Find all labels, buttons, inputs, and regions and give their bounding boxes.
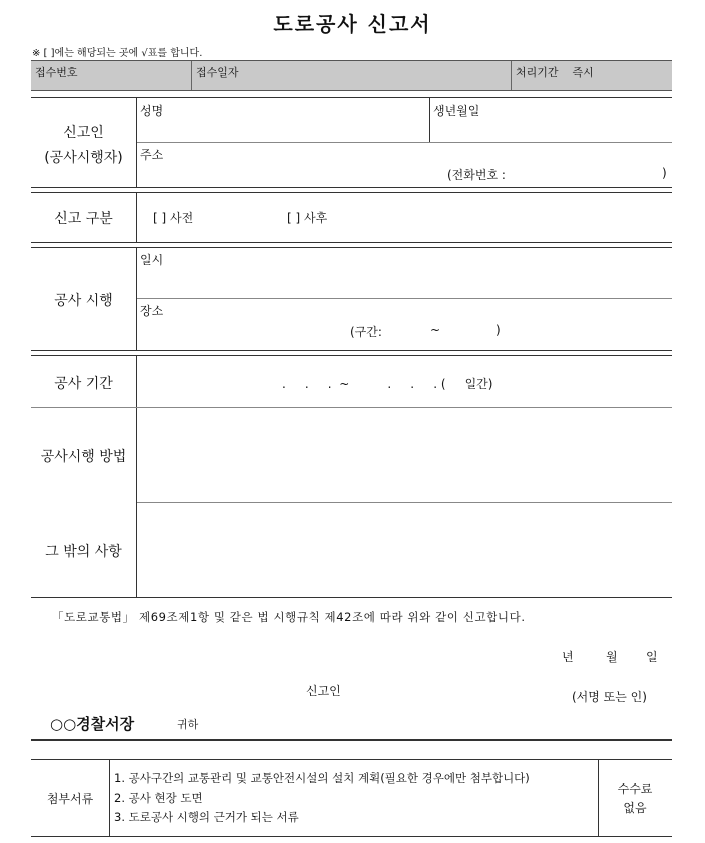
applicant-label: 신고인 — [306, 684, 341, 698]
column-divider — [598, 760, 599, 836]
section-divider — [31, 350, 672, 351]
section-divider — [31, 355, 672, 356]
attachment-item: 1. 공사구간의 교통관리 및 교통안전시설의 설치 계획(필요한 경우에만 첨부합니다) — [114, 771, 530, 785]
section-divider — [31, 759, 672, 760]
attachment-item: 2. 공사 현장 도면 — [114, 791, 203, 805]
fee-label: 수수료 — [617, 782, 653, 796]
receipt-number-field[interactable]: 접수번호 — [31, 61, 192, 90]
phone-close: ) — [662, 166, 667, 180]
section-divider — [31, 836, 672, 837]
processing-period-label: 처리기간 — [516, 66, 559, 79]
reporter-label: 신고인 — [63, 125, 104, 141]
section-divider — [31, 739, 672, 741]
column-divider — [136, 193, 137, 242]
column-divider — [136, 356, 137, 597]
section-divider — [31, 192, 672, 193]
declaration-text: 「도로교통법」 제69조제1항 및 같은 법 시행규칙 제42조에 따라 위와 같이 신고합니다. — [52, 610, 526, 624]
fee-value: 없음 — [623, 801, 647, 815]
column-divider — [136, 248, 137, 350]
processing-header — [31, 60, 672, 91]
period-field[interactable]: . . . ~ . . . ( 일간) — [282, 377, 493, 391]
method-label: 공사시행 방법 — [40, 449, 127, 465]
attachment-item: 3. 도로공사 시행의 근거가 되는 서류 — [114, 810, 299, 824]
address-field[interactable]: 주소 — [140, 148, 164, 162]
processing-period-value: 즉시 — [572, 66, 594, 79]
processing-period — [512, 61, 672, 90]
section-tilde: ~ — [430, 323, 441, 337]
section-divider — [31, 97, 672, 98]
signature-field[interactable]: (서명 또는 인) — [572, 690, 647, 704]
section-divider — [31, 242, 672, 243]
recipient-suffix: 귀하 — [177, 718, 199, 731]
receipt-date-field[interactable]: 접수일자 — [192, 61, 512, 90]
section-divider — [31, 597, 672, 598]
section-divider — [31, 247, 672, 248]
other-label: 그 밖의 사항 — [45, 544, 122, 560]
birthdate-field[interactable]: 생년월일 — [433, 104, 480, 118]
prior-checkbox[interactable]: [ ] 사전 — [153, 211, 194, 225]
section-close: ) — [496, 323, 501, 337]
row-divider — [31, 407, 672, 408]
recipient-name: ○○경찰서장 — [50, 715, 135, 733]
name-field[interactable]: 성명 — [140, 104, 164, 118]
section-divider — [31, 187, 672, 188]
phone-label: (전화번호 : — [447, 168, 506, 182]
column-divider — [429, 98, 430, 142]
construction-label: 공사 시행 — [54, 293, 113, 309]
row-divider — [137, 142, 672, 143]
post-checkbox[interactable]: [ ] 사후 — [287, 211, 328, 225]
report-type-label: 신고 구분 — [54, 211, 113, 227]
place-field[interactable]: 장소 — [140, 304, 164, 318]
date-month[interactable]: 월 — [606, 650, 618, 664]
section-open: (구간: — [350, 325, 382, 339]
row-divider — [137, 502, 672, 503]
form-title: 도로공사 신고서 — [273, 12, 432, 36]
date-year[interactable]: 년 — [562, 650, 574, 664]
date-day[interactable]: 일 — [646, 650, 658, 664]
row-divider — [137, 298, 672, 299]
column-divider — [109, 760, 110, 836]
reporter-sublabel: (공사시행자) — [44, 150, 123, 166]
period-label: 공사 기간 — [54, 376, 113, 392]
check-note: ※ [ ]에는 해당되는 곳에 √표를 합니다. — [32, 48, 203, 59]
attachments-label: 첨부서류 — [46, 792, 94, 806]
datetime-field[interactable]: 일시 — [140, 253, 164, 267]
